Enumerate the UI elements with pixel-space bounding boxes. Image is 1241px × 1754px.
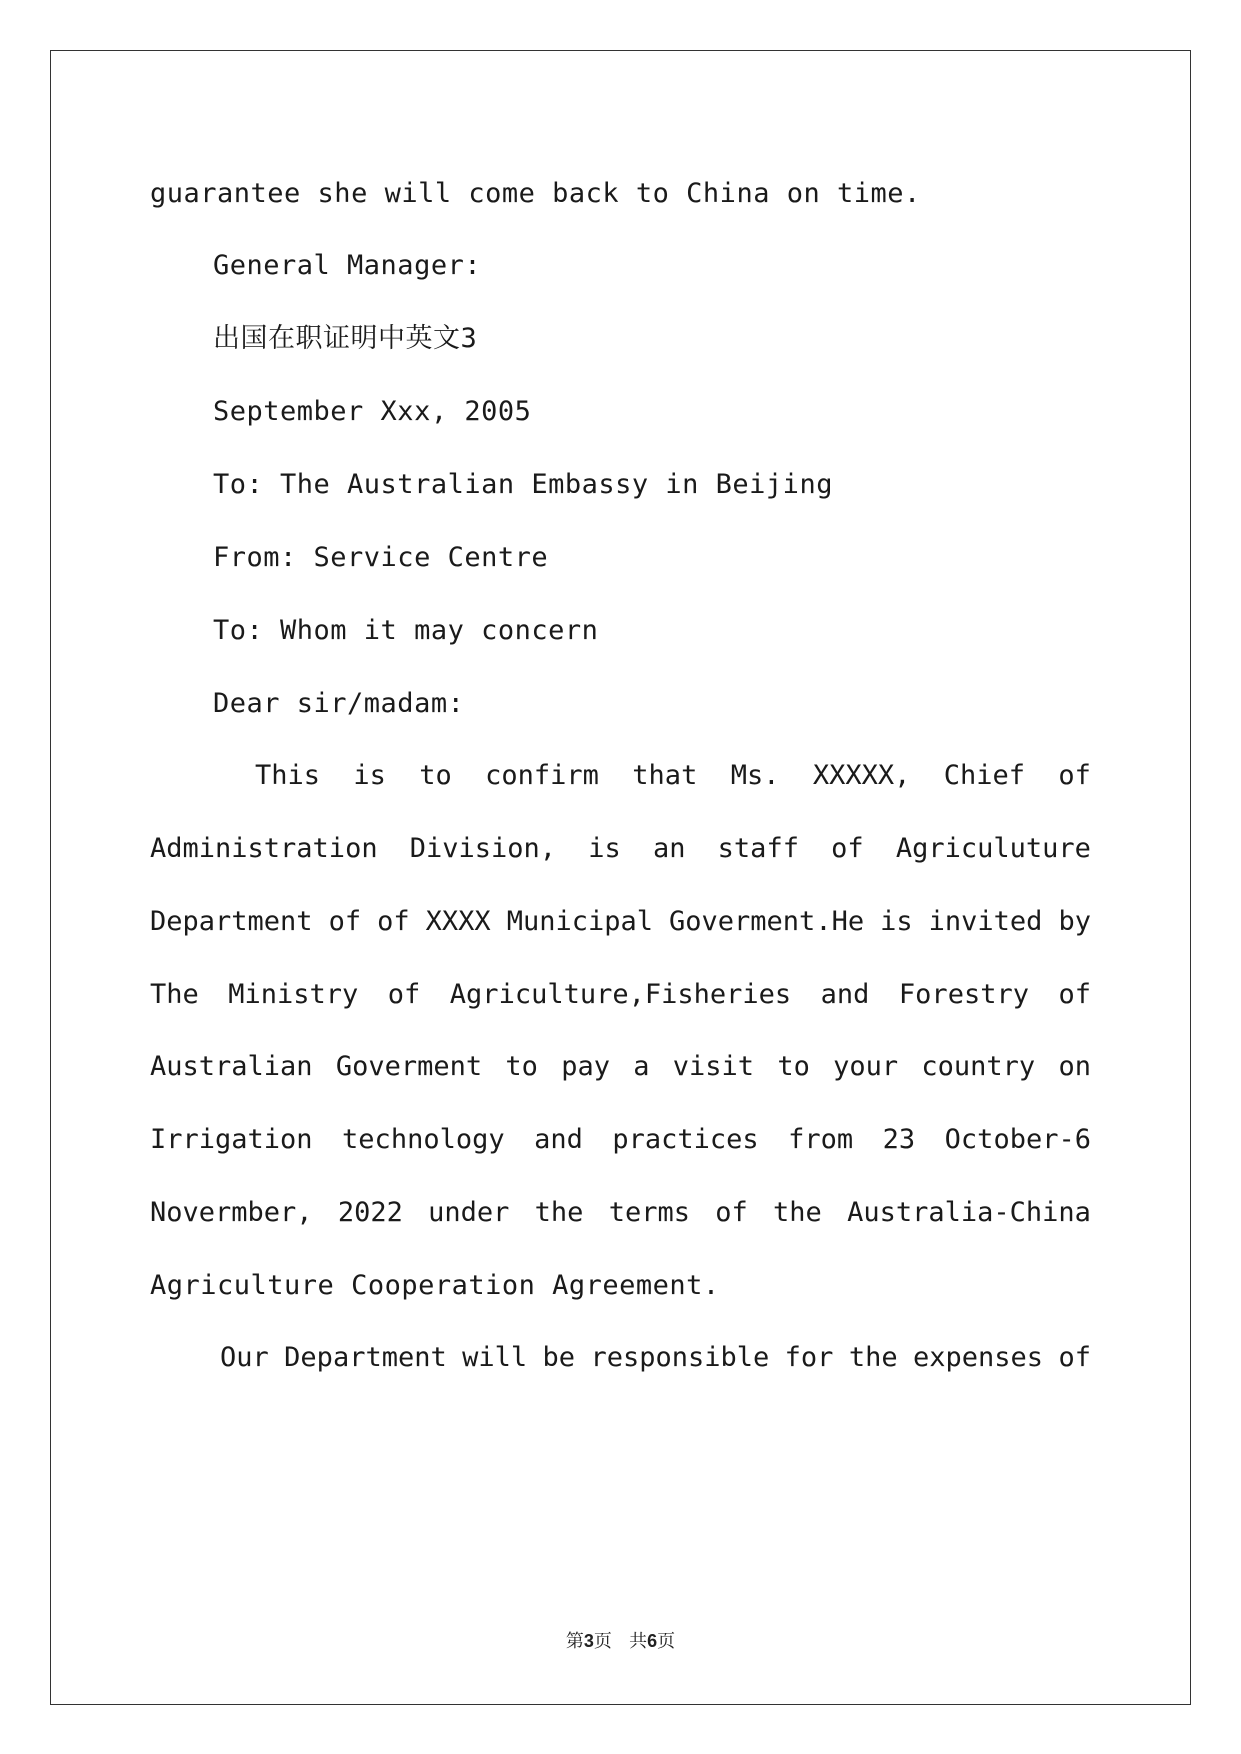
word: pay [561,1051,610,1082]
footer-page-number: 3 [583,1631,594,1651]
word: by [1058,906,1091,937]
letter-sender: From: Service Centre [213,542,549,573]
word: Division, [409,833,557,864]
footer-suffix: 页 [657,1631,676,1652]
page-border [50,50,1191,1705]
word: Department [150,906,313,937]
page-footer [0,1627,1241,1653]
word: under [428,1197,510,1228]
word: 2022 [337,1197,403,1228]
word: and [534,1124,583,1155]
word: a [633,1051,650,1082]
paragraph-last-line: Agriculture Cooperation Agreement. [150,1270,720,1301]
word: of [715,1197,748,1228]
word: Forestry [898,979,1029,1010]
letter-addressee: To: Whom it may concern [213,615,599,646]
paragraph-line [150,1049,1091,1085]
word: Irrigation [150,1124,313,1155]
word: Ms. [730,760,780,791]
paragraph-line [220,1340,1091,1376]
word: Agriculture,Fisheries [449,979,792,1010]
word: Administration [150,833,378,864]
word: Agriculuture [895,833,1091,864]
word: This [255,760,321,791]
word: on [1058,1051,1091,1082]
word: staff [717,833,799,864]
word: Ministry [228,979,359,1010]
word: be [542,1342,576,1373]
word: of [831,833,864,864]
word: Goverment.He [669,906,865,937]
word: Australian [150,1051,313,1082]
word: the [534,1197,584,1228]
letter-salutation: Dear sir/madam: [213,688,465,719]
word: for [784,1342,834,1373]
word: and [820,979,870,1010]
paragraph-line [255,758,1091,794]
word: is [880,906,913,937]
letter-date: September Xxx, 2005 [213,396,532,427]
footer-total-pages: 6 [647,1631,658,1651]
word: is [588,833,621,864]
word: 23 [882,1124,916,1155]
word: to [419,760,452,791]
word: technology [342,1124,505,1155]
word: country [921,1051,1036,1082]
word: Australia-China [847,1197,1091,1228]
word: the [848,1342,898,1373]
paragraph-line [150,904,1091,940]
word: to [505,1051,538,1082]
word: expenses [913,1342,1044,1373]
text-line-general-manager: General Manager: [213,250,482,281]
word: will [462,1342,528,1373]
letter-recipient: To: The Australian Embassy in Beijing [213,469,833,500]
word: of [387,979,421,1010]
word: Department [284,1342,447,1373]
word: XXXXX, [812,760,911,791]
word: is [353,760,386,791]
paragraph-line [150,1122,1091,1158]
word: an [652,833,686,864]
word: terms [608,1197,690,1228]
word: that [632,760,698,791]
word: of [1058,1342,1091,1373]
section-heading: 出国在职证明中英文3 [213,323,478,354]
word: Goverment [335,1051,483,1082]
word: Chief [943,760,1026,791]
paragraph-line [150,977,1091,1013]
word: Our [220,1342,269,1373]
word: from [788,1124,854,1155]
word: responsible [590,1342,770,1373]
word: Novermber, [150,1197,313,1228]
word: to [777,1051,810,1082]
word: of [377,906,410,937]
footer-middle: 页 共 [593,1631,648,1652]
word: visit [672,1051,755,1082]
word: of [1058,979,1091,1010]
word: October-6 [944,1124,1091,1155]
word: The [150,979,199,1010]
text-line-continuation: guarantee she will come back to China on time. [150,178,921,209]
footer-prefix: 第 [565,1631,584,1652]
word: of [328,906,362,937]
word: invited [928,906,1043,937]
word: confirm [485,760,599,791]
word: your [833,1051,899,1082]
word: Municipal [506,906,653,937]
word: practices [612,1124,759,1155]
paragraph-line [150,1195,1091,1231]
paragraph-line [150,831,1091,867]
word: the [773,1197,822,1228]
word: of [1058,760,1091,791]
word: XXXX [425,906,491,937]
